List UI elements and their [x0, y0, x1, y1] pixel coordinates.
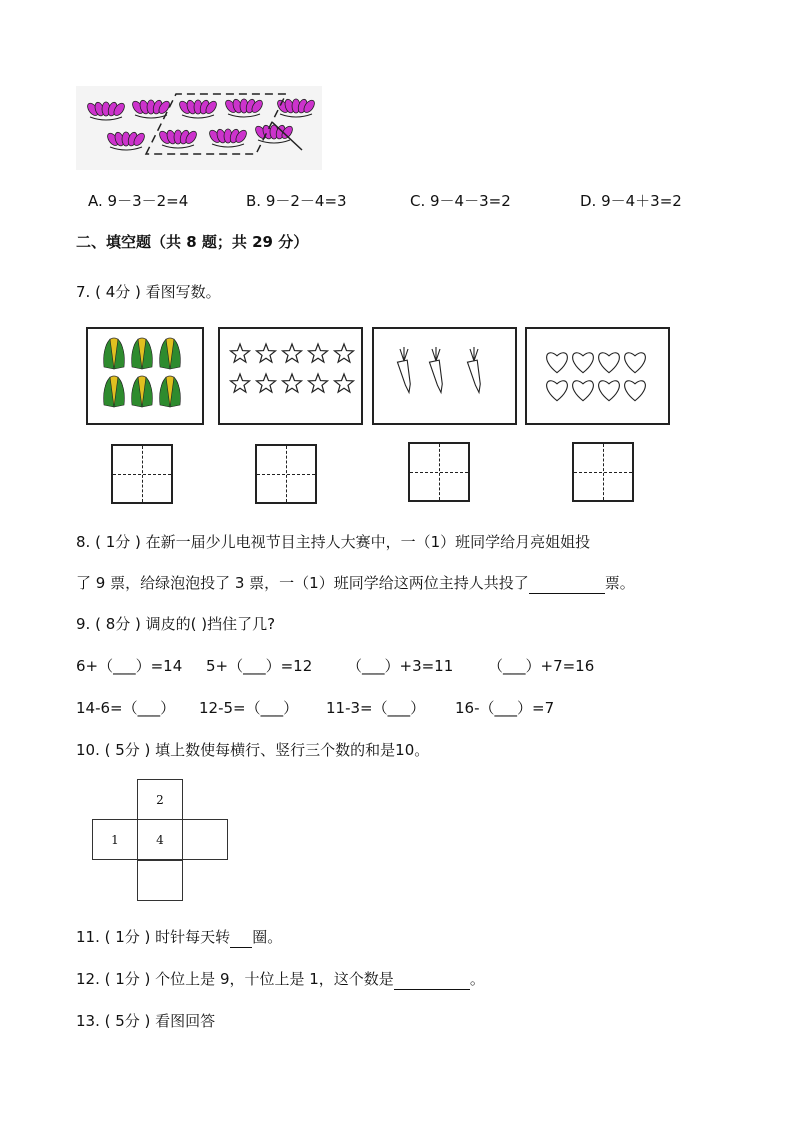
- question-11-unit: 圈。: [252, 928, 283, 946]
- option-a[interactable]: A. 9－3－2=4: [88, 192, 189, 210]
- corn-picture: [86, 327, 204, 425]
- answer-box-carrots[interactable]: [408, 442, 470, 502]
- answer-blank-8[interactable]: [529, 573, 605, 594]
- option-b[interactable]: B. 9－2－4=3: [246, 192, 347, 210]
- corn-icon: [160, 338, 181, 369]
- grid-cell-bottom[interactable]: [137, 860, 183, 901]
- answer-blank-11[interactable]: [230, 927, 252, 948]
- question-12-text: 12. ( 1分 ) 个位上是 9，十位上是 1，这个数是: [76, 970, 394, 988]
- corn-icon: [132, 338, 153, 369]
- answer-box-hearts[interactable]: [572, 442, 634, 502]
- carrot-icon: [397, 347, 413, 394]
- grid-cell-center[interactable]: 4: [137, 819, 183, 860]
- question-8-unit: 票。: [604, 574, 635, 592]
- heart-icon: [599, 353, 620, 373]
- carrot-icon: [467, 347, 483, 394]
- star-icon: [231, 374, 250, 392]
- corn-icon: [104, 338, 125, 369]
- answer-blank-12[interactable]: [394, 969, 470, 990]
- question-8-text: 了 9 票，给绿泡泡投了 3 票，一（1）班同学给这两位主持人共投了: [76, 574, 529, 592]
- section-title: 二、填空题（共 8 题；共 29 分）: [76, 233, 309, 251]
- star-icon: [335, 344, 354, 362]
- heart-icon: [625, 381, 646, 401]
- heart-icon: [573, 381, 594, 401]
- eq-9-8[interactable]: 16-（___）=7: [455, 699, 555, 717]
- heart-icon: [599, 381, 620, 401]
- question-8-line1: 8. ( 1分 ) 在新一届少儿电视节目主持人大赛中，一（1）班同学给月亮姐姐投: [76, 533, 591, 551]
- question-12-end: 。: [469, 970, 485, 988]
- question-9: 9. ( 8分 ) 调皮的( )挡住了几?: [76, 615, 276, 633]
- carrots-picture: [372, 327, 517, 425]
- eq-9-2[interactable]: 5+（___）=12: [206, 657, 313, 675]
- question-10: 10. ( 5分 ) 填上数使每横行、竖行三个数的和是10。: [76, 741, 430, 759]
- question-13: 13. ( 5分 ) 看图回答: [76, 1012, 216, 1030]
- carrot-icon: [429, 347, 445, 394]
- question-12: [76, 969, 485, 990]
- corn-icon: [132, 376, 153, 407]
- grid-cell-left[interactable]: 1: [92, 819, 138, 860]
- hearts-picture: [525, 327, 670, 425]
- heart-icon: [547, 353, 568, 373]
- star-icon: [231, 344, 250, 362]
- heart-icon: [573, 353, 594, 373]
- question-11: [76, 927, 282, 948]
- question-7: 7. ( 4分 ) 看图写数。: [76, 283, 221, 301]
- star-icon: [283, 374, 302, 392]
- heart-icon: [547, 381, 568, 401]
- answer-box-stars[interactable]: [255, 444, 317, 504]
- eq-9-3[interactable]: （___）+3=11: [347, 657, 454, 675]
- star-icon: [257, 374, 276, 392]
- answer-box-corn[interactable]: [111, 444, 173, 504]
- lotus-picture: [76, 86, 322, 170]
- option-c[interactable]: C. 9－4－3=2: [410, 192, 511, 210]
- grid-cell-right[interactable]: [182, 819, 228, 860]
- eq-9-1[interactable]: 6+（___）=14: [76, 657, 183, 675]
- corn-icon: [160, 376, 181, 407]
- star-icon: [335, 374, 354, 392]
- question-8-line2: [76, 573, 635, 594]
- eq-9-7[interactable]: 11-3=（___）: [326, 699, 426, 717]
- star-icon: [283, 344, 302, 362]
- grid-cell-top[interactable]: 2: [137, 779, 183, 820]
- star-icon: [257, 344, 276, 362]
- option-d[interactable]: D. 9－4＋3=2: [580, 192, 682, 210]
- stars-picture: [218, 327, 363, 425]
- star-icon: [309, 344, 328, 362]
- eq-9-5[interactable]: 14-6=（___）: [76, 699, 176, 717]
- heart-icon: [625, 353, 646, 373]
- corn-icon: [104, 376, 125, 407]
- question-11-text: 11. ( 1分 ) 时针每天转: [76, 928, 231, 946]
- star-icon: [309, 374, 328, 392]
- eq-9-6[interactable]: 12-5=（___）: [199, 699, 299, 717]
- eq-9-4[interactable]: （___）+7=16: [488, 657, 595, 675]
